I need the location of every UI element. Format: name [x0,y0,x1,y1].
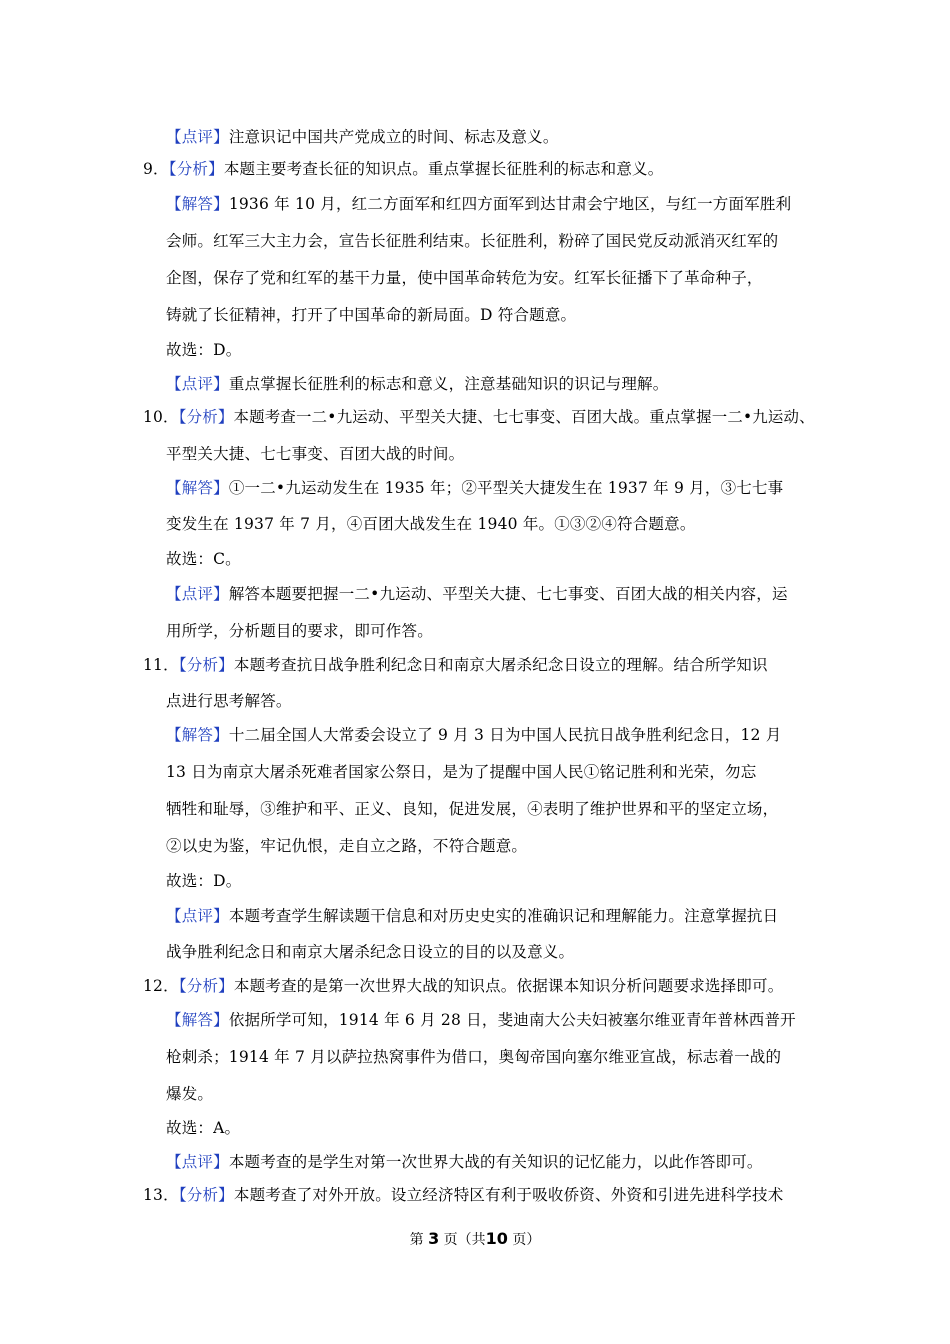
q11-answer-line: 13 日为南京大屠杀死难者国家公祭日，是为了提醒中国人民①铭记胜利和光荣，勿忘 [166,763,757,781]
q10-answer-line: 【解答】①一二•九运动发生在 1935 年；②平型关大捷发生在 1937 年 9 月，③七七事 [166,479,784,497]
q9-analysis: 9．【分析】本题主要考查长征的知识点。重点掌握长征胜利的标志和意义。 [143,160,664,178]
q11-review-line: 战争胜利纪念日和南京大屠杀纪念日设立的目的以及意义。 [166,943,575,961]
analysis-tag: 【分析】 [168,160,224,178]
q9-choice: 故选：D。 [166,341,242,359]
q10-review-line: 用所学，分析题目的要求，即可作答。 [166,622,433,640]
review-tag: 【点评】 [166,128,229,146]
question-number: 12． [143,977,179,995]
q9-answer-line: 会师。红军三大主力会，宣告长征胜利结束。长征胜利，粉碎了国民党反动派消灭红军的 [166,232,779,250]
q12-answer-line: 【解答】依据所学可知，1914 年 6 月 28 日，斐迪南大公夫妇被塞尔维亚青年普林西普开 [166,1011,796,1029]
q9-answer-line: 【解答】1936 年 10 月，红二方面军和红四方面军到达甘肃会宁地区，与红一方面军胜利 [166,195,792,213]
q11-analysis-line: 点进行思考解答。 [166,692,292,710]
q12-answer-line: 枪刺杀；1914 年 7 月以萨拉热窝事件为借口，奥匈帝国向塞尔维亚宣战，标志着一战的 [166,1048,782,1066]
answer-tag: 【解答】 [166,479,229,497]
q12-choice: 故选：A。 [166,1119,241,1137]
q9-answer-line: 铸就了长征精神，打开了中国革命的新局面。D 符合题意。 [166,306,577,324]
question-number: 10． [143,408,179,426]
page-footer: 第 3 页（共10 页） [409,1229,541,1248]
q8-review: 【点评】注意识记中国共产党成立的时间、标志及意义。 [166,128,559,146]
q12-review: 【点评】本题考查的是学生对第一次世界大战的有关知识的记忆能力，以此作答即可。 [166,1153,763,1171]
analysis-tag: 【分析】 [178,656,234,674]
analysis-tag: 【分析】 [178,1186,234,1204]
question-number: 9． [143,160,169,178]
q11-answer-line: 【解答】十二届全国人大常委会设立了 9 月 3 日为中国人民抗日战争胜利纪念日，12 月 [166,726,782,744]
question-number: 13． [143,1186,179,1204]
q10-review: 【点评】解答本题要把握一二•九运动、平型关大捷、七七事变、百团大战的相关内容，运 [166,585,788,603]
answer-tag: 【解答】 [166,726,229,744]
q12-analysis: 12．【分析】本题考查的是第一次世界大战的知识点。依据课本知识分析问题要求选择即可。 [143,977,784,995]
q11-choice: 故选：D。 [166,872,242,890]
q12-answer-line: 爆发。 [166,1085,214,1103]
answer-tag: 【解答】 [166,195,229,213]
q11-answer-line: ②以史为鉴，牢记仇恨，走自立之路，不符合题意。 [166,837,528,855]
analysis-tag: 【分析】 [178,977,234,995]
analysis-tag: 【分析】 [178,408,234,426]
q13-analysis: 13．【分析】本题考查了对外开放。设立经济特区有利于吸收侨资、外资和引进先进科学技术 [143,1186,784,1204]
q11-review: 【点评】本题考查学生解读题干信息和对历史史实的准确识记和理解能力。注意掌握抗日 [166,907,779,925]
q11-answer-line: 牺牲和耻辱，③维护和平、正义、良知，促进发展，④表明了维护世界和平的坚定立场， [166,800,779,818]
q9-review: 【点评】重点掌握长征胜利的标志和意义，注意基础知识的识记与理解。 [166,375,669,393]
q10-analysis: 10．【分析】本题考查一二•九运动、平型关大捷、七七事变、百团大战。重点掌握一二•九运动、 [143,408,815,426]
review-tag: 【点评】 [166,585,229,603]
answer-tag: 【解答】 [166,1011,229,1029]
page-total: 10 [485,1229,508,1248]
q10-answer-line: 变发生在 1937 年 7 月，④百团大战发生在 1940 年。①③②④符合题意。 [166,515,696,533]
q10-analysis-line: 平型关大捷、七七事变、百团大战的时间。 [166,445,465,463]
q9-answer-line: 企图，保存了党和红军的基干力量，使中国革命转危为安。红军长征播下了革命种子， [166,269,763,287]
q11-analysis: 11．【分析】本题考查抗日战争胜利纪念日和南京大屠杀纪念日设立的理解。结合所学知识 [143,656,768,674]
q10-choice: 故选：C。 [166,550,241,568]
question-number: 11． [143,656,179,674]
review-tag: 【点评】 [166,375,229,393]
review-tag: 【点评】 [166,1153,229,1171]
review-tag: 【点评】 [166,907,229,925]
page-number: 3 [428,1229,440,1248]
